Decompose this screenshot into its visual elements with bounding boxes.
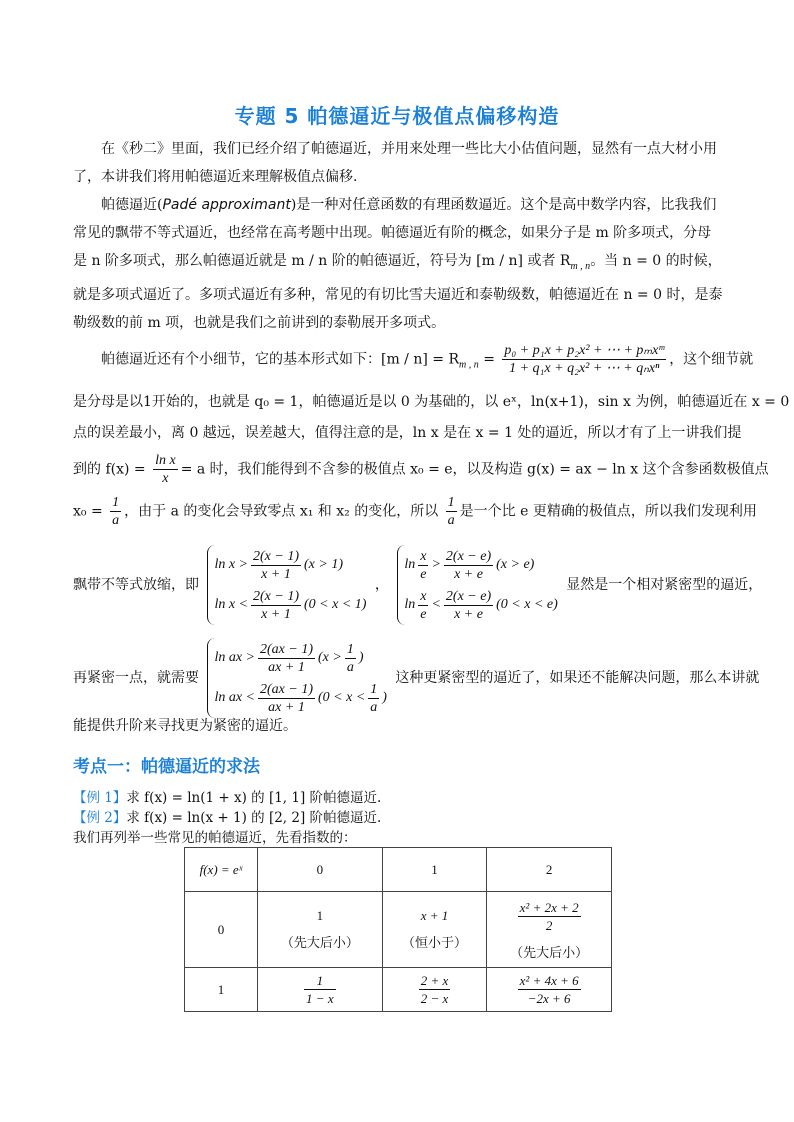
- example-text: 求 f(x) = ln(1 + x) 的 [1, 1] 阶帕德逼近.: [126, 790, 382, 806]
- paragraph-intro: [73, 135, 723, 191]
- paragraph-pade-definition: 帕德逼近(Padé approximant)是一种对任意函数的有理函数逼近。这个是高中数学内容，比我我们常见的飘带不等式逼近，也经常在高考题中出现。帕德逼近有阶的概念，如果分子是 m 阶多项式，分母是 n 阶多项式，那么帕德逼近就是 m / n 阶的帕德逼近，符号为 [m / n] 或者 $R_{m , n}$。当 n = 0 的时候，就是多项式逼近了。多项式逼近有多种，常见的有切比雪夫逼近和泰勒级数，帕德逼近在 n = 0 时，是泰勒级数的前 m 项，也就是我们之前讲到的泰勒展开多项式。: [73, 197, 723, 331]
- table-cell: [487, 968, 612, 1012]
- text-span: 显然是一个相对紧密型的逼近，: [566, 577, 763, 593]
- cell-value: x + 1: [420, 908, 449, 923]
- text-span: 帕德逼近还有个小细节，它的基本形式如下：[m / n] = R: [101, 351, 460, 368]
- fraction-numerator: x: [420, 588, 427, 604]
- text-line: 是分母是以1开始的，也就是 q₀ = 1，帕德逼近是以 0 为基础的，以 eˣ，ln(x+1)，sin x 为例，帕德逼近在 x = 0: [73, 394, 790, 410]
- pade-term: Padé approximant: [162, 197, 291, 213]
- text-span: (0 < x <: [318, 690, 366, 705]
- text-span: ): [382, 690, 387, 705]
- text-span: ln ax >: [214, 650, 256, 665]
- system-row: [214, 678, 387, 718]
- table-col-header: 1: [382, 848, 487, 892]
- fraction-denominator: e: [420, 606, 427, 622]
- system-row: [214, 585, 366, 625]
- text-span: ln ax <: [214, 690, 256, 705]
- system-row: [404, 585, 557, 625]
- table-cell: [487, 892, 612, 968]
- fraction-numerator: 2(x − 1): [253, 548, 300, 564]
- text-span: )是一种对任意函数的有理函数逼近。这个是高中数学内容，比我我们常见的飘带不等式逼近，也经常在高考题中出现。帕德逼近有阶的概念，如果分子是 m 阶多项式，分母是 n 阶多项式，那么帕德逼近就是 m / n 阶的帕德逼近，符号为 [m / n] 或者 R: [73, 197, 717, 269]
- fraction-denominator: x + 1: [261, 606, 291, 622]
- paragraph-intro-text: 在《秒二》里面，我们已经介绍了帕德逼近，并用来处理一些比大小估值问题，显然有一点大材小用了，本讲我们将用帕德逼近来理解极值点偏移.: [73, 141, 717, 185]
- fraction-denominator: 2 − x: [420, 991, 449, 1006]
- pade-general-fraction: [502, 342, 666, 377]
- text-span: ): [358, 650, 364, 665]
- fraction-denominator: x + e: [454, 606, 483, 622]
- section-heading: 考点一：帕德逼近的求法: [73, 757, 260, 777]
- text-span: (x >: [318, 650, 342, 665]
- fraction-lnx-over-x: [153, 452, 178, 487]
- table-row-header: 0: [185, 892, 258, 968]
- table-corner-cell: f(x) = eˣ: [185, 848, 258, 892]
- example-2: [73, 806, 381, 826]
- text-span: >: [431, 557, 441, 572]
- fraction-denominator: 1 + q₁x + q₂x² + ⋯ + qₙxⁿ: [509, 361, 660, 376]
- text-span: 到的 f(x) =: [73, 461, 146, 478]
- text-span: = a 时，我们能得到不含参的极值点 x₀ = e，以及构造 g(x) = ax − ln x 这个含参函数极值点: [180, 461, 769, 478]
- text-span: 再紧密一点，就需要: [73, 670, 199, 686]
- fraction-numerator: 2(ax − 1): [260, 681, 314, 697]
- text-span: ，: [374, 577, 389, 593]
- fraction-numerator: 2(x − e): [445, 548, 492, 564]
- table-header-row: [185, 848, 612, 892]
- cell-note: （恒小于）: [401, 936, 467, 951]
- table-row: [185, 968, 612, 1012]
- fraction-denominator: a: [370, 699, 378, 715]
- table-row-header: 1: [185, 968, 258, 1012]
- formula-line-extremum: [73, 452, 769, 487]
- text-span: 飘带不等式放缩，即: [73, 577, 199, 593]
- table-cell: [382, 968, 487, 1012]
- text-span: ln: [404, 557, 416, 572]
- fraction-denominator: a: [447, 513, 455, 528]
- table-row: [185, 892, 612, 968]
- fraction-numerator: 1: [112, 495, 120, 510]
- fraction-denominator: e: [420, 566, 427, 582]
- fraction-numerator: ln x: [155, 453, 176, 468]
- table-cell: [382, 892, 487, 968]
- example-1: [73, 786, 381, 806]
- system-row: [404, 545, 557, 585]
- fraction-denominator: a: [112, 513, 120, 528]
- table-col-header: 0: [258, 848, 383, 892]
- text-span: 帕德逼近(: [101, 197, 163, 213]
- fraction-numerator: 1: [447, 495, 455, 510]
- formula-line-x0: [73, 494, 757, 529]
- fraction-numerator: 1: [304, 972, 336, 990]
- page-title: 专题 5 帕德逼近与极值点偏移构造: [234, 104, 560, 128]
- text-span: ln x >: [214, 557, 249, 572]
- text-span: ，这个细节就: [669, 351, 754, 368]
- fraction-numerator: 2 + x: [420, 973, 449, 988]
- fraction-numerator: x² + 2x + 2: [519, 899, 579, 915]
- text-line: 能提供升阶来寻找更为紧密的逼近。: [73, 718, 297, 734]
- text-span: ln: [404, 597, 416, 612]
- table-cell: [258, 892, 383, 968]
- formula-line-basic-form: 帕德逼近还有个小细节，它的基本形式如下：$[m / n] = R_{m , n}$ = $\frac{\text{p₀ + p₁x + p₂x² + ⋯ + pₘxᵐ}}{\text{1 + q₁x + q₂x² + ⋯ + qₙxⁿ}}$ ，这个细节就: [101, 343, 754, 376]
- fraction-denominator: x: [162, 471, 169, 486]
- fraction-numerator: 2(x − 1): [253, 588, 300, 604]
- fraction-denominator: x + e: [454, 566, 483, 582]
- fraction-denominator: ax + 1: [268, 659, 305, 675]
- pade-table-exp: [184, 847, 612, 1012]
- fraction-numerator: x: [420, 548, 427, 564]
- inequality-system-lnx: [207, 545, 366, 625]
- fraction-one-over-a: [110, 494, 121, 529]
- text-span: 是一个比 e 更精确的极值点，所以我们发现利用: [459, 503, 757, 520]
- text-span: (x > 1): [304, 557, 344, 572]
- table-intro: 我们再列举一些常见的帕德逼近，先看指数的：: [73, 830, 357, 846]
- fraction-numerator: 1: [370, 681, 378, 697]
- fraction-denominator: 1 − x: [306, 991, 334, 1006]
- system-row: [214, 545, 366, 585]
- fraction-denominator: x + 1: [261, 566, 291, 582]
- text-span: (0 < x < e): [496, 597, 558, 612]
- fraction-one-over-a: [446, 494, 457, 529]
- cell-note: （先大后小）: [510, 945, 589, 961]
- formula-line-tighter: [73, 638, 759, 718]
- cell-note: （先大后小）: [280, 936, 359, 951]
- fraction-numerator: 2(x − e): [445, 588, 492, 604]
- fraction-denominator: 2: [545, 917, 553, 933]
- fraction-numerator: 2(ax − 1): [260, 641, 314, 657]
- table-col-header: 2: [487, 848, 612, 892]
- fraction-denominator: a: [346, 659, 354, 675]
- text-line: 点的误差最小，离 0 越远，误差越大，值得注意的是，ln x 是在 x = 1 处的逼近，所以才有了上一讲我们提: [73, 425, 742, 441]
- formula-line-ribbon-inequalities: [73, 545, 762, 625]
- system-row: [214, 638, 387, 678]
- inequality-system-ln-ax: [207, 638, 387, 718]
- fraction-denominator: −2x + 6: [527, 991, 571, 1006]
- fraction-denominator: ax + 1: [268, 699, 305, 715]
- text-span: 这种更紧密型的逼近了，如果还不能解决问题，那么本讲就: [395, 670, 760, 686]
- fraction-numerator: p₀ + p₁x + p₂x² + ⋯ + pₘxᵐ: [504, 343, 665, 358]
- example-tag: 【例 1】: [73, 790, 127, 806]
- example-text: 求 f(x) = ln(x + 1) 的 [2, 2] 阶帕德逼近.: [126, 810, 382, 826]
- text-span: (x > e): [496, 557, 535, 572]
- inequality-system-ln-x-over-e: [397, 545, 557, 625]
- text-span: (0 < x < 1): [304, 597, 367, 612]
- fraction-numerator: 1: [346, 641, 354, 657]
- text-span: ，由于 a 的变化会导致零点 x₁ 和 x₂ 的变化，所以: [124, 503, 439, 520]
- text-span: ln x <: [214, 597, 249, 612]
- text-span: <: [431, 597, 441, 612]
- text-span: x₀ =: [73, 503, 103, 520]
- example-tag: 【例 2】: [73, 810, 127, 826]
- text-span: 。当 n = 0 的时候，就是多项式逼近了。多项式逼近有多种，常见的有切比雪夫逼近和泰勒级数，帕德逼近在 n = 0 时，是泰勒级数的前 m 项，也就是我们之前讲到的泰勒展开多项式。: [73, 253, 723, 331]
- fraction-numerator: x² + 4x + 6: [519, 973, 579, 988]
- cell-value: 1: [316, 908, 324, 923]
- table-cell: [258, 968, 383, 1012]
